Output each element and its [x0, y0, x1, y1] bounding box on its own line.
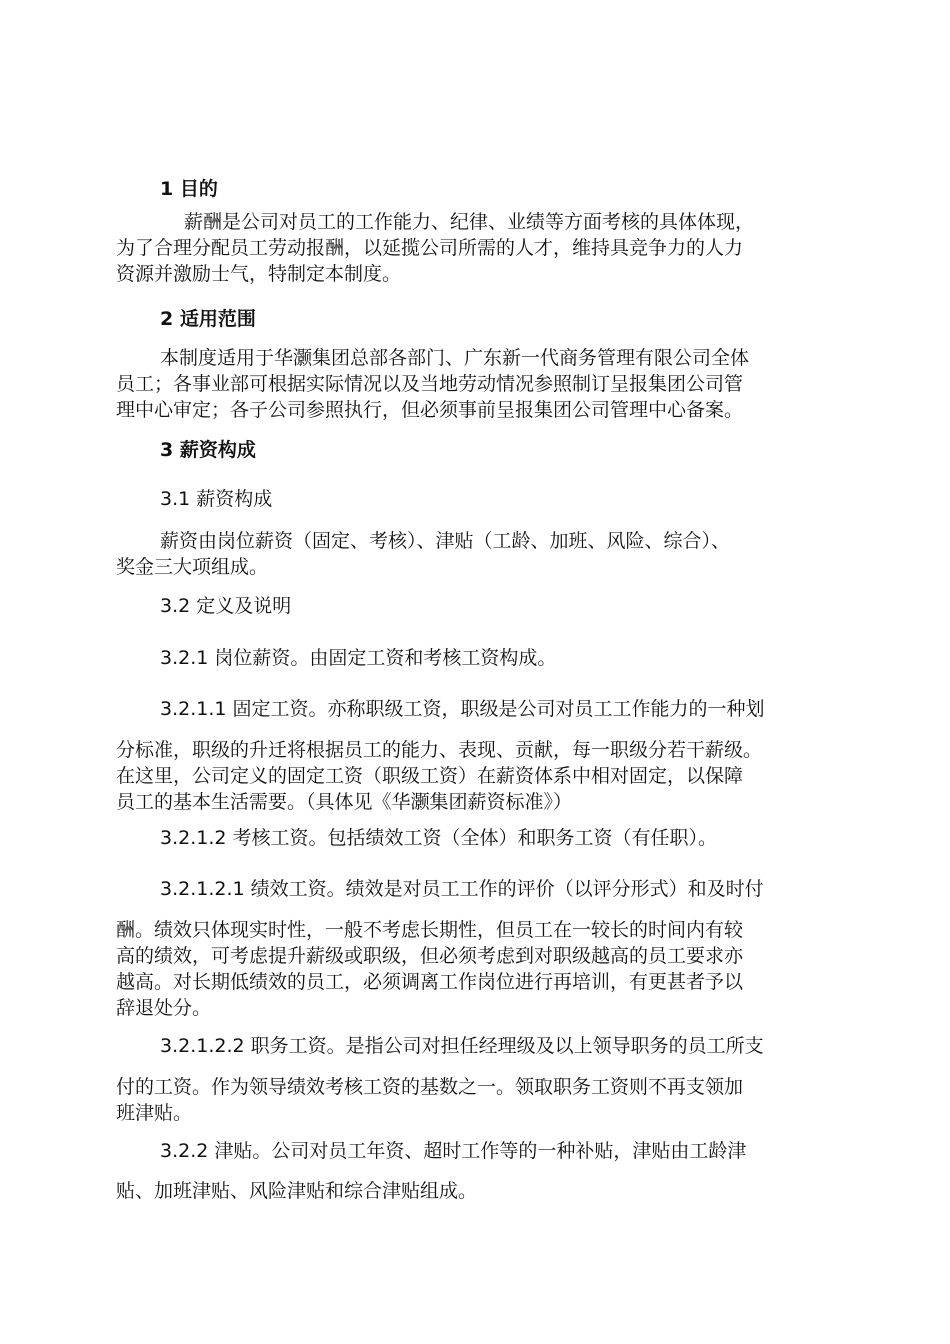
- text-line: 为了合理分配员工劳动报酬，以延揽公司所需的人才，维持具竞争力的人力: [116, 237, 744, 259]
- section-1-body: [116, 209, 861, 287]
- section-3-2-2-second-line: 贴、加班津贴、风险津贴和综合津贴组成。: [116, 1180, 478, 1202]
- text-line: 付的工资。作为领导绩效考核工资的基数之一。领取职务工资则不再支领加: [116, 1076, 744, 1098]
- text-line: 酬。绩效只体现实时性，一般不考虑长期性，但员工在一较长的时间内有较: [116, 919, 744, 941]
- text-line: 班津贴。: [116, 1102, 193, 1124]
- section-3-2-1-2-2-body: [116, 1074, 861, 1126]
- section-3-2-1-2-1-first-line: 3.2.1.2.1 绩效工资。绩效是对员工工作的评价（以评分形式）和及时付: [160, 878, 764, 900]
- text-line: 本制度适用于华灏集团总部各部门、广东新一代商务管理有限公司全体: [160, 347, 750, 369]
- section-3-heading: 3 薪资构成: [160, 439, 256, 461]
- section-3-2-1-1-body: [116, 737, 861, 815]
- text-line: 辞退处分。: [116, 997, 212, 1019]
- text-line: 资源并激励士气，特制定本制度。: [116, 263, 402, 285]
- text-line: 分标准，职级的升迁将根据员工的能力、表现、贡献，每一职级分若干薪级。: [116, 739, 763, 761]
- section-3-2-1-2-1-body: [116, 917, 861, 1021]
- text-line: 理中心审定；各子公司参照执行，但必须事前呈报集团公司管理中心备案。: [116, 399, 744, 421]
- section-1-heading: 1 目的: [160, 178, 218, 200]
- section-3-1-heading: 3.1 薪资构成: [160, 488, 273, 510]
- text-line: 员工；各事业部可根据实际情况以及当地劳动情况参照制订呈报集团公司管: [116, 373, 744, 395]
- text-line: 在这里，公司定义的固定工资（职级工资）在薪资体系中相对固定，以保障: [116, 765, 744, 787]
- text-line: 高的绩效，可考虑提升薪级或职级，但必须考虑到对职级越高的员工要求亦: [116, 945, 744, 967]
- section-3-2-1-text: 3.2.1 岗位薪资。由固定工资和考核工资构成。: [160, 647, 557, 669]
- section-3-2-1-2-2-first-line: 3.2.1.2.2 职务工资。是指公司对担任经理级及以上领导职务的员工所支: [160, 1035, 764, 1057]
- section-3-2-1-1-first-line: 3.2.1.1 固定工资。亦称职级工资，职级是公司对员工工作能力的一种划: [160, 698, 765, 720]
- text-line: 薪酬是公司对员工的工作能力、纪律、业绩等方面考核的具体体现，: [184, 211, 755, 233]
- section-3-2-2-first-line: 3.2.2 津贴。公司对员工年资、超时工作等的一种补贴，津贴由工龄津: [160, 1140, 747, 1162]
- text-line: 员工的基本生活需要。（具体见《华灏集团薪资标准》）: [116, 791, 573, 813]
- text-line: 奖金三大项组成。: [116, 556, 269, 578]
- section-2-body: [116, 345, 861, 423]
- text-line: 越高。对长期低绩效的员工，必须调离工作岗位进行再培训，有更甚者予以: [116, 971, 744, 993]
- section-3-2-heading: 3.2 定义及说明: [160, 595, 292, 617]
- section-3-2-1-2-text: 3.2.1.2 考核工资。包括绩效工资（全体）和职务工资（有任职）。: [160, 827, 718, 849]
- text-line: 薪资由岗位薪资（固定、考核）、津贴（工龄、加班、风险、综合）、: [160, 530, 731, 552]
- section-3-1-body: [116, 528, 861, 580]
- section-2-heading: 2 适用范围: [160, 308, 256, 330]
